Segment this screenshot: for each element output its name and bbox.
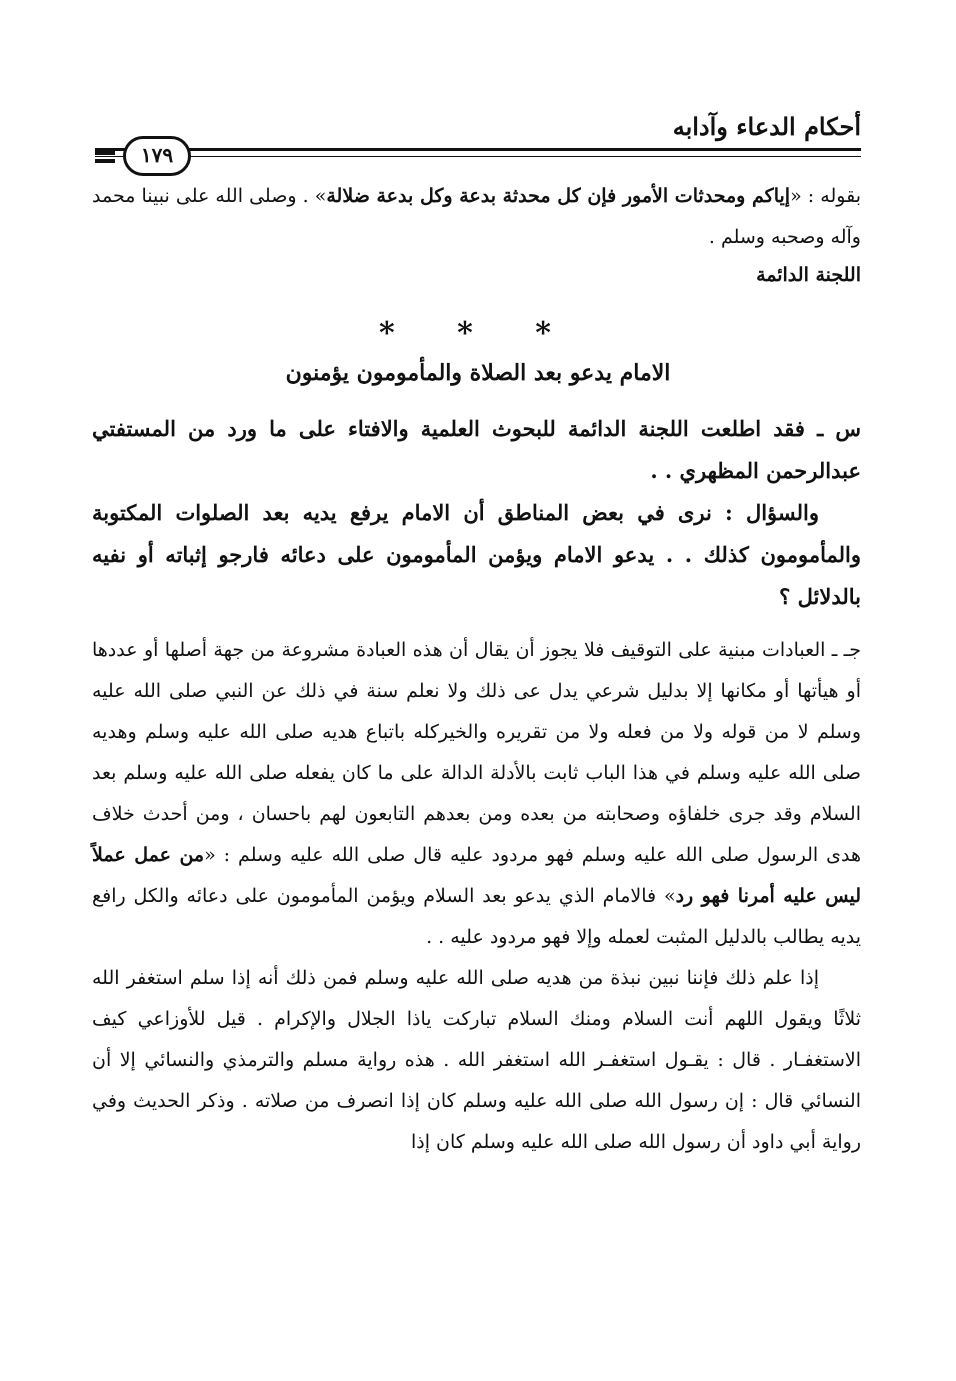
question-block: [92, 408, 861, 618]
section-heading: الامام يدعو بعد الصلاة والمأمومون يؤمنون: [285, 360, 671, 386]
answer-paragraph: [92, 630, 861, 958]
section-separator: * * *: [379, 316, 577, 351]
final-paragraph: [92, 958, 861, 1163]
header-ornament-top: [95, 151, 115, 155]
final-paragraph-text: إذا علم ذلك فإننا نبين نبذة من هديه صلى الله عليه وسلم فمن ذلك أنه إذا سلم استغفر الله ثلاثًا ويقول اللهم أنت السلام ومنك السلام تباركت ياذا الجلال والإكرام . قيل للأوزاعي كيف الاستغفـار . قال : يقـول استغفـر الله استغفر الله . هذه رواية مسلم والترمذي والنسائي إلا أن النسائي قال : إن رسول الله صلى الله عليه وسلم كان إذا انصرف من صلاته . وذكر الحديث وفي رواية أبي داود أن رسول الله صلى الله عليه وسلم كان إذا: [92, 967, 861, 1153]
signature: اللجنة الدائمة: [756, 264, 861, 286]
question-body: [92, 492, 861, 618]
answer-part-1: جـ ـ العبادات مبنية على التوقيف فلا يجوز أن يقال أن هذه العبادة مشروعة من جهة أصلها أو عددها أو هيأتها أو مكانها إلا بدليل شرعي يدل عى ذلك ولا نعلم سنة في ذلك عن النبي صلى الله عليه وسلم لا من قوله ولا من فعله ولا من تقريره والخيركله باتباع هديه صلى الله عليه وسلم وهديه صلى الله عليه وسلم في هذا الباب ثابت بالأدلة الدالة على ما كان يفعله صلى الله عليه وسلم بعد السلام وقد جرى خلفاؤه وصحابته من بعده ومن بعدهم التابعون لهم باحسان ، ومن أحدث خلاف هدى الرسول صلى الله عليه وسلم فهو مردود عليه قال صلى الله عليه وسلم : «: [92, 639, 861, 866]
answer-block: [92, 630, 861, 1163]
header-rule-thin: [95, 156, 861, 157]
answer-hadith: من عمل عملاً ليس عليه أمرنا فهو رد: [92, 844, 862, 907]
intro-prefix: بقوله : «: [790, 185, 861, 207]
question-intro: س ـ فقد اطلعت اللجنة الدائمة للبحوث العلمية والافتاء على ما ورد من المستفتي عبدالرحمن المظهري . .: [92, 416, 861, 483]
intro-hadith: إياكم ومحدثات الأمور فإن كل محدثة بدعة وكل بدعة ضلالة: [326, 185, 791, 207]
header-ornament-bottom: [95, 159, 115, 163]
running-header-title: أحكام الدعاء وآدابه: [672, 112, 861, 141]
intro-paragraph: [92, 176, 861, 258]
question-body-text: والسؤال : نرى في بعض المناطق أن الامام يرفع يديه بعد الصلوات المكتوبة والمأمومون كذلك . . يدعو الامام ويؤمن المأمومون على دعائه فارجو إثباته أو نفيه بالدلائل ؟: [92, 500, 861, 609]
header-rule-thick: [95, 148, 861, 151]
answer-part-2: » فالامام الذي يدعو بعد السلام ويؤمن المأمومون على دعائه والكل رافع يديه يطالب بالدليل المثبت لعمله وإلا فهو مردود عليه . .: [92, 885, 861, 948]
page-number: ١٧٩: [123, 136, 191, 176]
intro-text: [92, 176, 861, 258]
header-rule: [95, 148, 861, 160]
intro-suffix: » . وصلى الله على نبينا محمد وآله وصحبه وسلم .: [92, 185, 861, 248]
